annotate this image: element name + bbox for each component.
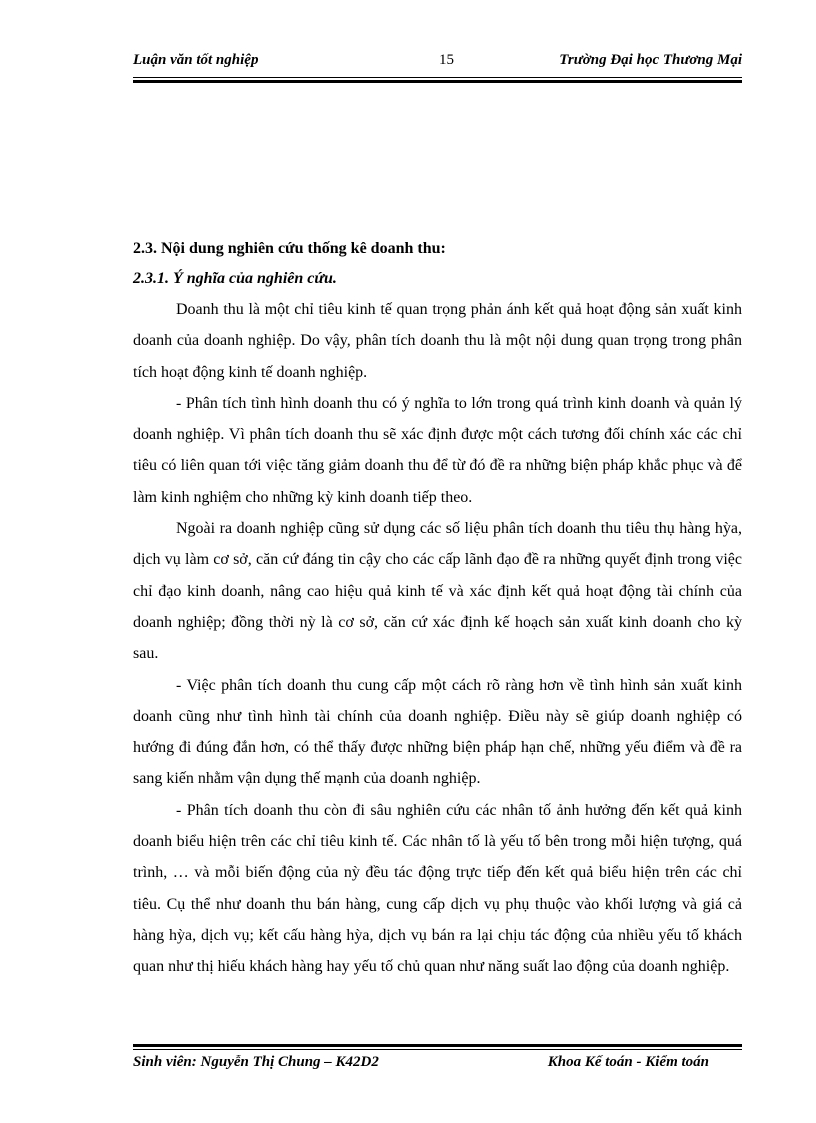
header-rule-thick <box>133 80 742 83</box>
section-heading: 2.3. Nội dung nghiên cứu thống kê doanh thu: <box>133 240 446 257</box>
footer-department: Khoa Kế toán - Kiểm toán <box>547 1054 709 1070</box>
footer-rule-thin <box>133 1049 742 1050</box>
page-footer <box>133 1054 742 1076</box>
subsection-heading: 2.3.1. Ý nghĩa của nghiên cứu. <box>133 270 337 287</box>
paragraph: - Phân tích tình hình doanh thu có ý nghĩa to lớn trong quá trình kinh doanh và quản lý doanh nghiệp. Vì phân tích doanh thu sẽ xác định được một cách tương đối chính xác các chỉ tiêu có liên quan tới việc tăng giảm doanh thu để từ đó đề ra những biện pháp khắc phục và để làm kinh nghiệm cho những kỳ kinh doanh tiếp theo. <box>133 394 742 506</box>
footer-student: Sinh viên: Nguyễn Thị Chung – K42D2 <box>133 1054 379 1070</box>
paragraph: - Phân tích doanh thu còn đi sâu nghiên cứu các nhân tố ảnh hưởng đến kết quả kinh doanh biểu hiện trên các chỉ tiêu kinh tế. Các nhân tố là yếu tố bên trong mỗi hiện tượng, quá trình, … và mỗi biến động của nỳ đều tác động trực tiếp đến kết quả biểu hiện trên các chỉ tiêu. Cụ thể như doanh thu bán hàng, cung cấp dịch vụ phụ thuộc vào khối lượng và giá cả hàng hỳa, dịch vụ; kết cấu hàng hỳa, dịch vụ bán ra lại chịu tác động của nhiều yếu tố khách quan như thị hiếu khách hàng hay yếu tố chủ quan như năng suất lao động của doanh nghiệp. <box>133 801 742 976</box>
page-number: 15 <box>439 52 454 68</box>
footer-rule-thick <box>133 1044 742 1047</box>
paragraph: - Việc phân tích doanh thu cung cấp một cách rõ ràng hơn về tình hình sản xuất kinh doanh cũng như tình hình tài chính của doanh nghiệp. Điều này sẽ giúp doanh nghiệp có hướng đi đúng đắn hơn, có thể thấy được những biện pháp hạn chế, những yếu điểm và đề ra sang kiến nhằm vận dụng thế mạnh của doanh nghiệp. <box>133 676 742 788</box>
header-thesis-title: Luận văn tốt nghiệp <box>133 52 259 68</box>
header-university: Trường Đại học Thương Mại <box>559 52 742 68</box>
paragraph: Ngoài ra doanh nghiệp cũng sử dụng các số liệu phân tích doanh thu tiêu thụ hàng hỳa, dịch vụ làm cơ sở, căn cứ đáng tin cậy cho các cấp lãnh đạo đề ra những quyết định trong việc chỉ đạo kinh doanh, nâng cao hiệu quả kinh tế và xác định kết quả hoạt động tài chính của doanh nghiệp; đồng thời nỳ là cơ sở, căn cứ xác định kế hoạch sản xuất kinh doanh cho kỳ sau. <box>133 520 742 663</box>
header-rule-thin <box>133 77 742 78</box>
page-header <box>133 52 742 76</box>
main-content <box>133 234 742 983</box>
paragraph: Doanh thu là một chỉ tiêu kinh tế quan trọng phản ánh kết quả hoạt động sản xuất kinh doanh của doanh nghiệp. Do vậy, phân tích doanh thu là một nội dung quan trọng trong phân tích hoạt động kinh tế doanh nghiệp. <box>133 301 742 381</box>
